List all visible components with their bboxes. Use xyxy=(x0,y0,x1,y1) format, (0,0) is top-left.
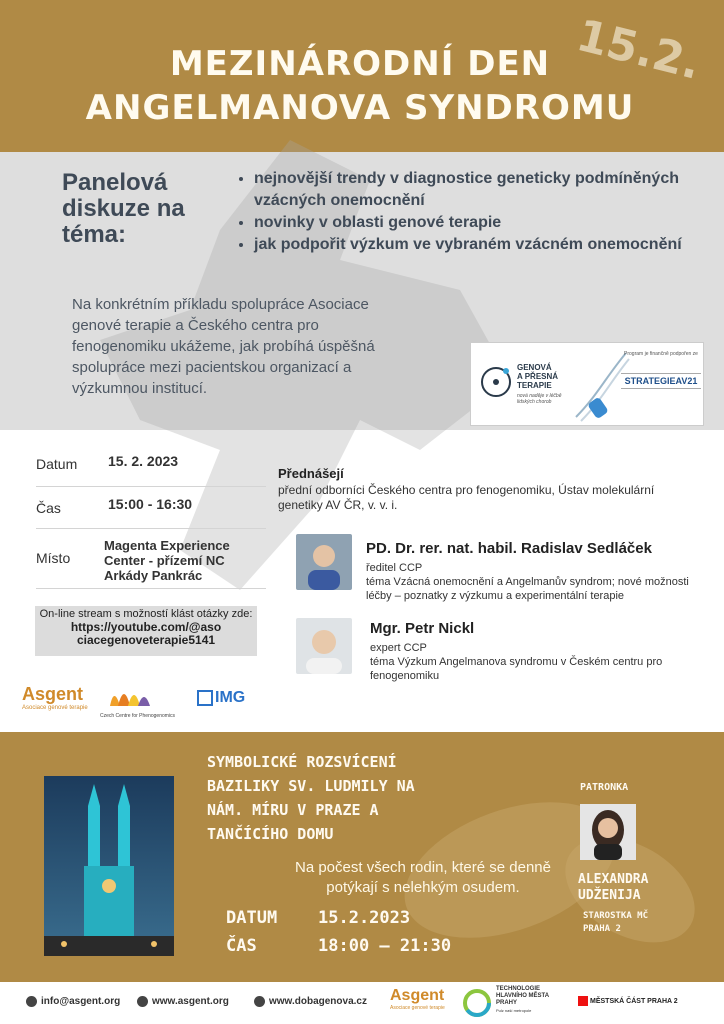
place-label: Místo xyxy=(36,550,71,566)
footer-asgent-logo: Asgent Asociace genové terapie xyxy=(390,987,445,1011)
time-value: 15:00 - 16:30 xyxy=(108,496,193,512)
speaker-name: Mgr. Petr Nickl xyxy=(370,620,475,637)
patron-photo xyxy=(580,804,636,860)
speaker-details: ředitel CCP téma Vzácná onemocnění a Angelmanův syndrom; nové možnosti léčby – poznatky z výzkumu a experimentální terapie xyxy=(366,562,689,602)
date-stamp: 15.2. xyxy=(571,10,706,90)
event-time-value: 18:00 – 21:30 xyxy=(318,936,452,956)
email-icon xyxy=(26,996,37,1007)
title-line-1: MEZINÁRODNÍ DEN xyxy=(169,44,551,84)
asgent-logo: Asgent Asociace genové terapie xyxy=(22,684,88,711)
speakers-intro: přední odborníci Českého centra pro fenogenomiku, Ústav molekulární genetiky AV ČR, v. v. i. xyxy=(278,483,655,512)
thmp-ring-icon xyxy=(462,988,492,1018)
speaker-name: PD. Dr. rer. nat. habil. Radislav Sedláček xyxy=(366,540,652,557)
time-label: Čas xyxy=(36,500,61,516)
event-date-value: 15.2.2023 xyxy=(318,908,411,928)
ccp-fan-icon xyxy=(100,682,160,708)
img-logo: IMG xyxy=(197,689,245,707)
footer-web-dobagenova[interactable]: www.dobagenova.cz xyxy=(254,996,367,1007)
speaker-photo-avatar xyxy=(296,618,352,674)
speaker-photo-avatar xyxy=(296,534,352,590)
panel-heading: Panelová diskuze na téma: xyxy=(62,169,185,248)
panel-description: Na konkrétním příkladu spolupráce Asociace genové terapie a Českého centra pro fenogenomiku ukážeme, jak probíhá úspěšná spolupráce mezi pacientskou organizací a výzkumnou institucí. xyxy=(72,296,375,397)
footer-web-asgent[interactable]: www.asgent.org xyxy=(137,996,229,1007)
ccp-logo: Czech Centre for Phenogenomics xyxy=(100,682,190,719)
globe-icon xyxy=(137,996,148,1007)
info-row-date xyxy=(36,444,266,487)
basilica-photo xyxy=(44,776,174,956)
globe-icon xyxy=(254,996,265,1007)
topic-list xyxy=(236,168,694,256)
patron-avatar xyxy=(580,804,636,860)
date-label: Datum xyxy=(36,456,78,472)
gene-therapy-card xyxy=(470,342,704,426)
event-date-label: DATUM xyxy=(226,908,278,928)
speaker-2 xyxy=(296,618,352,679)
mc-flag-icon xyxy=(578,996,588,1006)
img-mark-icon xyxy=(197,690,213,706)
stream-link[interactable]: https://youtube.com/@aso ciacegenoveterapie5141 xyxy=(70,620,222,647)
event-subtitle: Na počest všech rodin, které se denně potýkají s nelehkým osudem. xyxy=(295,859,551,896)
page-title xyxy=(60,42,660,130)
program-note: Program je finančně podpořen ze xyxy=(624,351,698,357)
speaker-details: expert CCP téma Výzkum Angelmanova syndromu v Českém centru pro fenogenomiku xyxy=(370,642,663,682)
patron-label: PATRONKA xyxy=(580,782,629,793)
patron-role: STAROSTKA MČ PRAHA 2 xyxy=(583,911,649,934)
speakers-heading: Přednášejí xyxy=(278,466,344,481)
topic-item: • novinky v oblasti genové terapie xyxy=(254,212,694,234)
topic-item: • nejnovější trendy v diagnostice geneticky podmíněných vzácných onemocnění xyxy=(254,168,694,212)
gene-logo-icon xyxy=(479,365,513,399)
gene-logo-text: GENOVÁ A PŘESNÁ TERAPIE xyxy=(517,363,559,390)
patron-name: ALEXANDRA UDŽENIJA xyxy=(578,872,649,903)
basilica-illustration-icon xyxy=(44,776,174,956)
place-value: Magenta Experience Center - přízemí NC Arkády Pankrác xyxy=(104,538,230,583)
info-row-place xyxy=(36,528,266,589)
stream-box xyxy=(35,606,257,656)
title-line-2: ANGELMANOVA SYNDROMU xyxy=(85,88,635,128)
stream-text: On-line stream s možností klást otázky zde: xyxy=(39,608,253,620)
speaker-1 xyxy=(296,534,352,595)
event-title: SYMBOLICKÉ ROZSVÍCENÍ BAZILIKY SV. LUDMILY NA NÁM. MÍRU V PRAZE A TANČÍCÍHO DOMU xyxy=(207,753,415,843)
strategie-logo: STRATEGIEAV21 xyxy=(621,373,701,389)
info-row-time xyxy=(36,486,266,529)
footer-email[interactable]: info@asgent.org xyxy=(26,996,120,1007)
topic-item: • jak podpořit výzkum ve vybraném vzácném onemocnění xyxy=(254,234,694,256)
date-value: 15. 2. 2023 xyxy=(108,453,179,469)
event-time-label: ČAS xyxy=(226,936,257,956)
gene-logo-subtitle: nová naděje v léčbě lidských chorob xyxy=(517,393,562,405)
mc-praha2-logo: MĚSTSKÁ ČÁST PRAHA 2 xyxy=(578,996,678,1006)
